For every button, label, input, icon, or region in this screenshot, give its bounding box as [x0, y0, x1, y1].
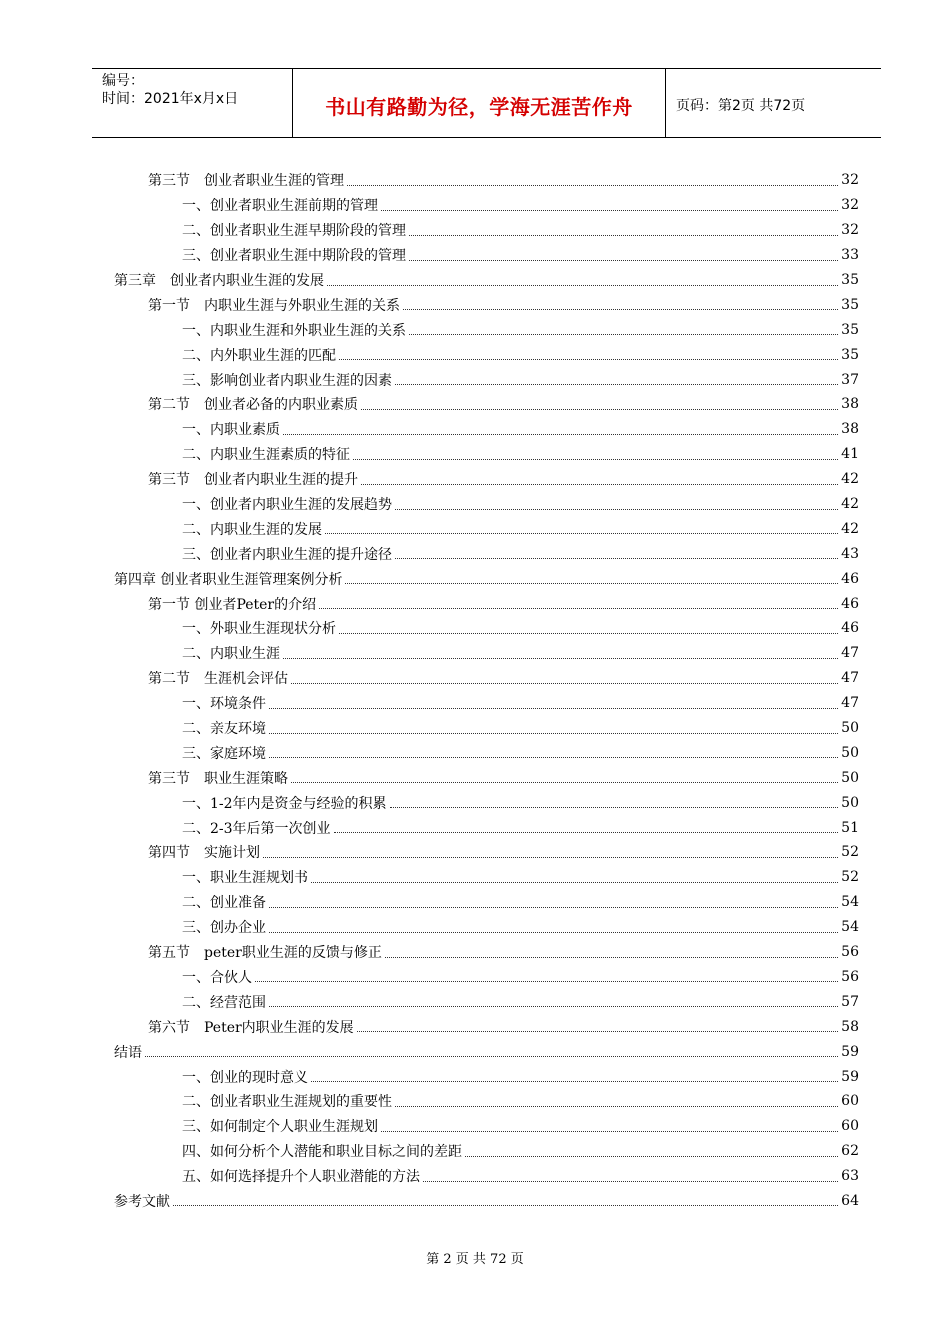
toc-entry-page: 33 [841, 247, 859, 264]
toc-entry-page: 35 [841, 296, 859, 313]
toc-entry[interactable] [114, 716, 859, 741]
toc-entry[interactable] [114, 392, 859, 417]
toc-entry-title: 一、环境条件 [182, 693, 268, 713]
toc-dot-leader [269, 893, 838, 908]
toc-entry-page: 32 [841, 172, 859, 189]
page-header [92, 68, 881, 138]
toc-entry-title: 二、内外职业生涯的匹配 [182, 345, 338, 365]
toc-dot-leader [390, 793, 838, 808]
toc-entry-title: 第四节 实施计划 [148, 842, 262, 862]
toc-entry-title: 第三节 创业者职业生涯的管理 [148, 170, 346, 190]
toc-entry-page: 51 [841, 819, 859, 836]
toc-entry-page: 56 [841, 968, 859, 985]
toc-entry-title: 第二节 创业者必备的内职业素质 [148, 394, 360, 414]
time-label: 时间：2021年x月x日 [102, 91, 239, 107]
toc-dot-leader [395, 1092, 838, 1107]
toc-entry[interactable] [114, 616, 859, 641]
toc-entry-page: 43 [841, 545, 859, 562]
toc-entry[interactable] [114, 1064, 859, 1089]
toc-entry[interactable] [114, 193, 859, 218]
toc-entry[interactable] [114, 965, 859, 990]
toc-dot-leader [347, 171, 838, 186]
toc-entry-title: 第二节 生涯机会评估 [148, 668, 290, 688]
toc-entry-title: 一、合伙人 [182, 967, 254, 987]
toc-entry-page: 47 [841, 645, 859, 662]
toc-entry-page: 35 [841, 272, 859, 288]
toc-entry[interactable] [114, 292, 859, 317]
toc-dot-leader [269, 743, 838, 758]
toc-entry[interactable] [114, 417, 859, 442]
toc-entry-page: 64 [841, 1192, 859, 1209]
toc-entry-title: 二、创业者职业生涯规划的重要性 [182, 1091, 394, 1111]
number-label: 编号： [102, 73, 144, 89]
toc-entry[interactable] [114, 989, 859, 1014]
toc-entry-title: 三、创办企业 [182, 917, 268, 937]
toc-entry-page: 54 [841, 919, 859, 936]
toc-entry-page: 38 [841, 421, 859, 438]
toc-entry-page: 52 [841, 844, 859, 861]
toc-entry[interactable] [114, 915, 859, 940]
toc-dot-leader [385, 943, 838, 958]
toc-entry[interactable] [114, 790, 859, 815]
toc-entry-title: 四、如何分析个人潜能和职业目标之间的差距 [182, 1141, 464, 1161]
toc-entry-title: 第四章 创业者职业生涯管理案例分析 [114, 569, 344, 589]
toc-entry[interactable] [114, 317, 859, 342]
toc-dot-leader [395, 370, 838, 385]
toc-entry[interactable] [114, 1039, 859, 1064]
table-of-contents [114, 168, 859, 1213]
toc-entry-page: 37 [841, 371, 859, 388]
toc-dot-leader [311, 1067, 838, 1082]
toc-dot-leader [269, 918, 838, 933]
toc-entry-page: 58 [841, 1018, 859, 1035]
toc-dot-leader [145, 1042, 838, 1057]
toc-entry-title: 三、创业者职业生涯中期阶段的管理 [182, 245, 408, 265]
toc-dot-leader [291, 768, 838, 783]
toc-dot-leader [345, 569, 838, 584]
toc-entry[interactable] [114, 243, 859, 268]
toc-dot-leader [319, 594, 838, 609]
toc-dot-leader [409, 320, 838, 335]
toc-entry-title: 一、外职业生涯现状分析 [182, 618, 338, 638]
toc-entry-title: 五、如何选择提升个人职业潜能的方法 [182, 1166, 422, 1186]
toc-dot-leader [291, 669, 838, 684]
toc-entry-page: 62 [841, 1143, 859, 1160]
toc-entry-page: 50 [841, 720, 859, 737]
toc-dot-leader [283, 420, 838, 435]
toc-entry-page: 47 [841, 670, 859, 687]
toc-entry-title: 二、经营范围 [182, 992, 268, 1012]
toc-entry-page: 60 [841, 1118, 859, 1135]
toc-dot-leader [423, 1167, 838, 1182]
toc-entry[interactable] [114, 541, 859, 566]
toc-dot-leader [381, 1117, 838, 1132]
toc-entry-title: 第六节 Peter内职业生涯的发展 [148, 1017, 356, 1037]
toc-entry-page: 56 [841, 944, 859, 961]
toc-entry-title: 二、内职业生涯素质的特征 [182, 444, 352, 464]
page-footer: 第 2 页 共 72 页 [426, 1252, 524, 1267]
toc-entry[interactable] [114, 641, 859, 666]
toc-entry-page: 52 [841, 869, 859, 886]
toc-entry[interactable] [114, 367, 859, 392]
toc-entry[interactable] [114, 740, 859, 765]
toc-entry-title: 参考文献 [114, 1191, 172, 1211]
toc-entry-title: 一、1-2年内是资金与经验的积累 [182, 793, 389, 813]
toc-dot-leader [381, 196, 838, 211]
toc-entry-page: 50 [841, 744, 859, 761]
toc-entry-title: 三、家庭环境 [182, 743, 268, 763]
toc-entry-title: 二、内职业生涯 [182, 643, 282, 663]
toc-entry[interactable] [114, 865, 859, 890]
toc-entry-page: 50 [841, 794, 859, 811]
toc-entry-page: 46 [841, 595, 859, 612]
toc-dot-leader [361, 470, 838, 485]
toc-entry-page: 38 [841, 396, 859, 413]
toc-dot-leader [357, 1017, 838, 1032]
toc-entry-page: 60 [841, 1093, 859, 1110]
header-divider [665, 69, 666, 137]
toc-entry[interactable] [114, 1014, 859, 1039]
toc-entry[interactable] [114, 691, 859, 716]
toc-entry-title: 第一节 内职业生涯与外职业生涯的关系 [148, 295, 402, 315]
header-motto: 书山有路勤为径，学海无涯苦作舟 [325, 95, 633, 119]
toc-entry-title: 第三节 创业者内职业生涯的提升 [148, 469, 360, 489]
toc-entry-page: 35 [841, 346, 859, 363]
toc-dot-leader [173, 1191, 838, 1206]
toc-entry-title: 一、内职业生涯和外职业生涯的关系 [182, 320, 408, 340]
toc-entry[interactable] [114, 492, 859, 517]
toc-dot-leader [395, 495, 838, 510]
toc-entry-page: 57 [841, 993, 859, 1010]
toc-dot-leader [269, 992, 838, 1007]
toc-entry[interactable] [114, 765, 859, 790]
toc-entry-title: 二、创业准备 [182, 892, 268, 912]
toc-dot-leader [409, 246, 838, 261]
toc-dot-leader [269, 694, 838, 709]
toc-entry-title: 一、创业者职业生涯前期的管理 [182, 195, 380, 215]
toc-entry[interactable] [114, 1114, 859, 1139]
toc-entry[interactable] [114, 268, 859, 293]
toc-entry[interactable] [114, 218, 859, 243]
toc-entry-page: 59 [841, 1043, 859, 1060]
toc-dot-leader [325, 519, 838, 534]
toc-dot-leader [353, 445, 838, 460]
toc-entry[interactable] [114, 1139, 859, 1164]
toc-dot-leader [361, 395, 838, 410]
toc-entry[interactable] [114, 442, 859, 467]
toc-entry-title: 第三节 职业生涯策略 [148, 768, 290, 788]
toc-entry-page: 42 [841, 520, 859, 537]
toc-entry-page: 42 [841, 496, 859, 513]
toc-entry-title: 二、2-3年后第一次创业 [182, 818, 333, 838]
toc-entry-page: 63 [841, 1168, 859, 1185]
header-meta [102, 72, 238, 108]
toc-dot-leader [409, 221, 838, 236]
toc-entry-title: 第一节 创业者Peter的介绍 [148, 594, 318, 614]
toc-dot-leader [283, 644, 838, 659]
toc-entry-page: 59 [841, 1068, 859, 1085]
toc-entry[interactable] [114, 815, 859, 840]
toc-entry-title: 第五节 peter职业生涯的反馈与修正 [148, 942, 384, 962]
toc-entry-page: 50 [841, 769, 859, 786]
toc-entry-page: 35 [841, 321, 859, 338]
toc-entry-title: 第三章 创业者内职业生涯的发展 [114, 270, 326, 290]
toc-entry-page: 54 [841, 894, 859, 911]
toc-dot-leader [339, 619, 838, 634]
toc-entry-title: 三、如何制定个人职业生涯规划 [182, 1116, 380, 1136]
toc-dot-leader [311, 868, 838, 883]
header-page-info: 页码：第2页 共72页 [676, 98, 806, 114]
toc-entry-title: 一、内职业素质 [182, 419, 282, 439]
toc-dot-leader [465, 1142, 838, 1157]
toc-entry-title: 一、职业生涯规划书 [182, 867, 310, 887]
toc-dot-leader [395, 544, 838, 559]
toc-entry-title: 三、创业者内职业生涯的提升途径 [182, 544, 394, 564]
toc-entry-page: 32 [841, 222, 859, 239]
toc-entry-page: 46 [841, 620, 859, 637]
toc-entry-title: 一、创业的现时意义 [182, 1067, 310, 1087]
toc-entry-title: 二、创业者职业生涯早期阶段的管理 [182, 220, 408, 240]
toc-entry-page: 32 [841, 197, 859, 214]
toc-entry-title: 一、创业者内职业生涯的发展趋势 [182, 494, 394, 514]
toc-entry[interactable] [114, 566, 859, 591]
toc-entry[interactable] [114, 890, 859, 915]
toc-entry[interactable] [114, 1189, 859, 1214]
toc-entry[interactable] [114, 940, 859, 965]
toc-dot-leader [403, 295, 838, 310]
toc-entry[interactable] [114, 467, 859, 492]
toc-dot-leader [269, 719, 838, 734]
toc-dot-leader [255, 967, 838, 982]
toc-dot-leader [327, 271, 838, 286]
toc-entry[interactable] [114, 516, 859, 541]
toc-entry-title: 二、亲友环境 [182, 718, 268, 738]
toc-entry-title: 二、内职业生涯的发展 [182, 519, 324, 539]
toc-entry[interactable] [114, 168, 859, 193]
toc-dot-leader [339, 345, 838, 360]
toc-entry[interactable] [114, 591, 859, 616]
toc-entry[interactable] [114, 342, 859, 367]
toc-entry[interactable] [114, 1089, 859, 1114]
toc-dot-leader [334, 818, 838, 833]
toc-entry[interactable] [114, 666, 859, 691]
toc-entry-page: 47 [841, 695, 859, 712]
toc-entry-title: 结语 [114, 1042, 144, 1062]
toc-entry[interactable] [114, 1164, 859, 1189]
toc-entry[interactable] [114, 840, 859, 865]
toc-entry-page: 42 [841, 471, 859, 488]
toc-entry-page: 46 [841, 570, 859, 587]
toc-entry-page: 41 [841, 446, 859, 463]
toc-dot-leader [263, 843, 838, 858]
toc-entry-title: 三、影响创业者内职业生涯的因素 [182, 370, 394, 390]
